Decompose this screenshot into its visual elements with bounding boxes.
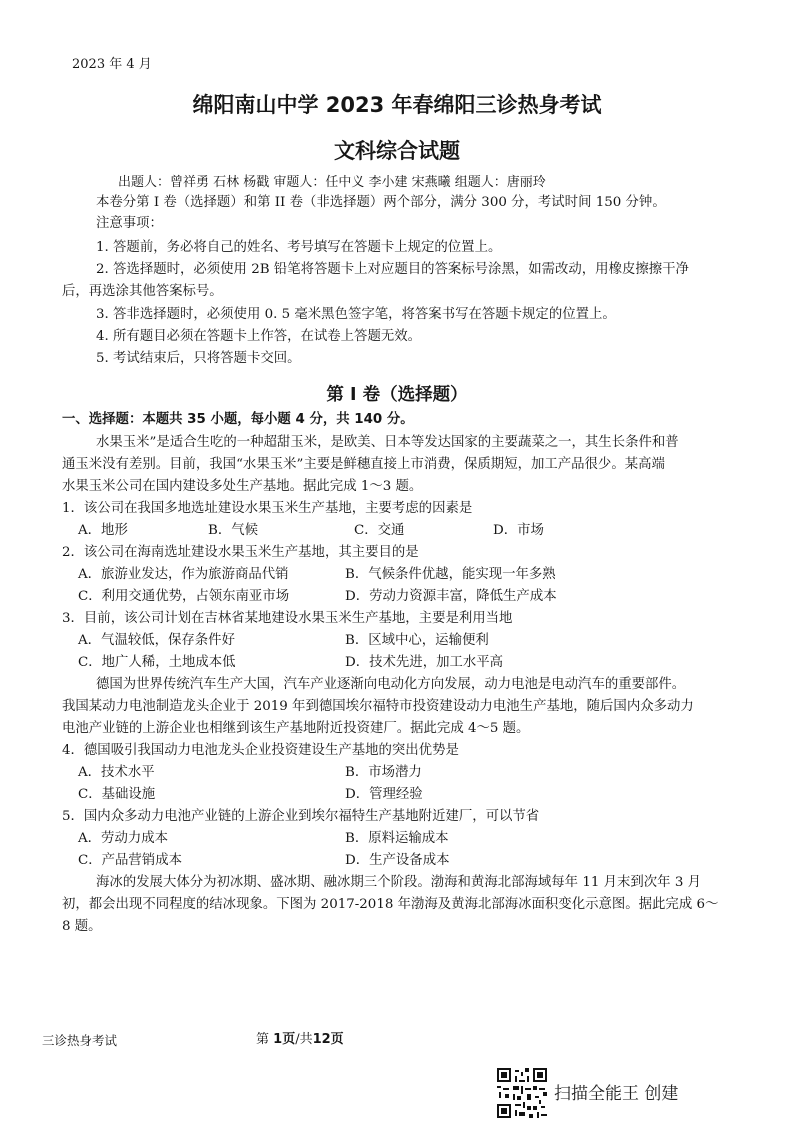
q5-option-c: C．产品营销成本 — [78, 853, 182, 868]
section-title: 第 I 卷（选择题） — [326, 385, 468, 405]
q2-option-b: B．气候条件优越，能实现一年多熟 — [345, 567, 556, 582]
q4-option-a: A．技术水平 — [78, 765, 155, 780]
page-prefix: 第 — [256, 1032, 270, 1047]
q4-stem: 4．德国吸引我国动力电池龙头企业投资建设生产基地的突出优势是 — [62, 743, 459, 758]
q5-stem: 5．国内众多动力电池产业链的上游企业到埃尔福特生产基地附近建厂，可以节省 — [62, 809, 540, 824]
authors-line: 出题人：曾祥勇 石林 杨戳 审题人：任中义 李小建 宋燕曦 组题人：唐丽玲 — [118, 175, 546, 190]
passage3-line2: 初，都会出现不同程度的结冰现象。下图为 2017-2018 年渤海及黄海北部海冰面积变化示意图。据此完成 6～ — [62, 897, 719, 912]
passage3-line1: 海冰的发展大体分为初冰期、盛冰期、融冰期三个阶段。渤海和黄海北部海域每年 11 月末到次年 3 月 — [96, 875, 701, 890]
q3-option-c: C．地广人稀，土地成本低 — [78, 655, 236, 670]
q3-option-d: D．技术先进，加工水平高 — [345, 655, 504, 670]
page-sep: /共 — [295, 1032, 313, 1047]
q1-option-a: A．地形 — [78, 523, 128, 538]
passage1-line1: 水果玉米”是适合生吃的一种超甜玉米，是欧美、日本等发达国家的主要蔬菜之一，其生长条件和普 — [96, 435, 679, 450]
passage2-line3: 电池产业链的上游企业也相继到该生产基地附近投资建厂。据此完成 4～5 题。 — [62, 721, 530, 736]
intro-line: 本卷分第 I 卷（选择题）和第 II 卷（非选择题）两个部分，满分 300 分，考试时间 150 分钟。 — [96, 195, 666, 210]
note-2: 2. 答选择题时，必须使用 2B 铅笔将答题卡上对应题目的答案标号涂黑，如需改动，用橡皮擦擦干净 — [96, 262, 689, 277]
q3-option-a: A．气温较低，保存条件好 — [78, 633, 235, 648]
page-total: 12页 — [312, 1032, 344, 1047]
exam-date: 2023 年 4 月 — [72, 57, 152, 72]
exam-subtitle: 文科综合试题 — [334, 139, 460, 163]
q3-stem: 3．目前，该公司计划在吉林省某地建设水果玉米生产基地，主要是利用当地 — [62, 611, 513, 626]
q2-stem: 2．该公司在海南选址建设水果玉米生产基地，其主要目的是 — [62, 545, 419, 560]
scanner-watermark: 扫描全能王 创建 — [554, 1084, 679, 1104]
q2-option-c: C．利用交通优势，占领东南亚市场 — [78, 589, 290, 604]
footer-exam-name: 三诊热身考试 — [42, 1033, 118, 1048]
q3-option-b: B．区域中心，运输便利 — [345, 633, 489, 648]
q5-option-b: B．原料运输成本 — [345, 831, 449, 846]
note-1: 1. 答题前，务必将自己的姓名、考号填写在答题卡上规定的位置上。 — [96, 240, 502, 255]
passage3-line3: 8 题。 — [62, 919, 102, 934]
exam-title: 绵阳南山中学 2023 年春绵阳三诊热身考试 — [192, 93, 602, 117]
q2-option-a: A．旅游业发达，作为旅游商品代销 — [78, 567, 289, 582]
qr-code-icon — [497, 1068, 547, 1118]
section-heading: 一、选择题：本题共 35 小题，每小题 4 分，共 140 分。 — [62, 412, 414, 427]
q4-option-d: D．管理经验 — [345, 787, 423, 802]
q1-option-b: B．气候 — [208, 523, 259, 538]
q1-stem: 1．该公司在我国多地选址建设水果玉米生产基地，主要考虑的因素是 — [62, 501, 473, 516]
note-2-cont: 后，再选涂其他答案标号。 — [62, 284, 223, 299]
passage2-line1: 德国为世界传统汽车生产大国，汽车产业逐渐向电动化方向发展，动力电池是电动汽车的重要部件。 — [96, 677, 686, 692]
q2-option-d: D．劳动力资源丰富，降低生产成本 — [345, 589, 557, 604]
q5-option-d: D．生产设备成本 — [345, 853, 450, 868]
passage2-line2: 我国某动力电池制造龙头企业于 2019 年到德国埃尔福特市投资建设动力电池生产基地，随后国内众多动力 — [62, 699, 694, 714]
page-current: 1页 — [273, 1032, 296, 1047]
note-4: 4. 所有题目必须在答题卡上作答，在试卷上答题无效。 — [96, 329, 422, 344]
note-5: 5. 考试结束后，只将答题卡交回。 — [96, 351, 301, 366]
passage1-line2: 通玉米没有差别。目前，我国“水果玉米”主要是鲜穗直接上市消费，保质期短，加工产品很少。某高端 — [62, 457, 665, 472]
q4-option-c: C．基础设施 — [78, 787, 156, 802]
note-3: 3. 答非选择题时，必须使用 0. 5 毫米黑色签字笔，将答案书写在答题卡规定的位置上。 — [96, 307, 616, 322]
notes-title: 注意事项： — [96, 216, 163, 231]
passage1-line3: 水果玉米公司在国内建设多处生产基地。据此完成 1～3 题。 — [62, 479, 423, 494]
q4-option-b: B．市场潜力 — [345, 765, 422, 780]
page-number — [256, 1028, 344, 1047]
q1-option-c: C．交通 — [354, 523, 405, 538]
q1-option-d: D．市场 — [493, 523, 544, 538]
q5-option-a: A．劳动力成本 — [78, 831, 169, 846]
